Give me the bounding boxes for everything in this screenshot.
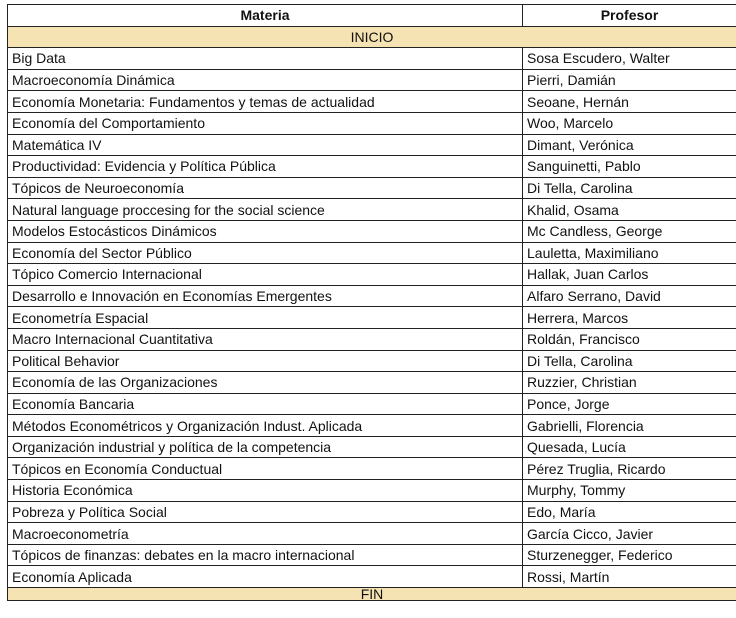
table-row — [8, 134, 736, 156]
subject-cell: Natural language proccesing for the social science — [8, 199, 523, 221]
start-band-row — [8, 26, 736, 48]
table-row — [8, 91, 736, 113]
subject-cell: Métodos Econométricos y Organización Indust. Aplicada — [8, 415, 523, 437]
subject-cell: Economía de las Organizaciones — [8, 372, 523, 394]
subject-cell: Econometría Espacial — [8, 307, 523, 329]
table-row — [8, 199, 736, 221]
header-subject: Materia — [8, 5, 523, 27]
subject-cell: Modelos Estocásticos Dinámicos — [8, 220, 523, 242]
table-row — [8, 285, 736, 307]
subject-cell: Economía del Sector Público — [8, 242, 523, 264]
subject-cell: Desarrollo e Innovación en Economías Emergentes — [8, 285, 523, 307]
end-band-row — [8, 588, 736, 601]
subject-cell: Political Behavior — [8, 350, 523, 372]
table-row — [8, 372, 736, 394]
professor-cell: Khalid, Osama — [523, 199, 736, 221]
table-row — [8, 48, 736, 70]
table-row — [8, 177, 736, 199]
table-row — [8, 544, 736, 566]
subject-cell: Economía Bancaria — [8, 393, 523, 415]
table-row — [8, 156, 736, 178]
subject-cell: Tópicos en Economía Conductual — [8, 458, 523, 480]
subject-cell: Tópicos de Neuroeconomía — [8, 177, 523, 199]
table-row — [8, 242, 736, 264]
professor-cell: Murphy, Tommy — [523, 480, 736, 502]
table-row — [8, 112, 736, 134]
professor-cell: Ruzzier, Christian — [523, 372, 736, 394]
subject-cell: Big Data — [8, 48, 523, 70]
subject-cell: Economía del Comportamiento — [8, 112, 523, 134]
professor-cell: Alfaro Serrano, David — [523, 285, 736, 307]
table-row — [8, 220, 736, 242]
professor-cell: Sturzenegger, Federico — [523, 544, 736, 566]
professor-cell: Herrera, Marcos — [523, 307, 736, 329]
professor-cell: Roldán, Francisco — [523, 328, 736, 350]
end-band-label: FIN — [8, 588, 736, 601]
subject-cell: Economía Aplicada — [8, 566, 523, 588]
start-band-label: INICIO — [8, 26, 736, 48]
table-row — [8, 458, 736, 480]
professor-cell: Hallak, Juan Carlos — [523, 264, 736, 286]
professor-cell: Sosa Escudero, Walter — [523, 48, 736, 70]
professor-cell: Sanguinetti, Pablo — [523, 156, 736, 178]
subject-cell: Economía Monetaria: Fundamentos y temas de actualidad — [8, 91, 523, 113]
subject-cell: Macro Internacional Cuantitativa — [8, 328, 523, 350]
table-row — [8, 264, 736, 286]
subject-cell: Matemática IV — [8, 134, 523, 156]
subject-cell: Tópico Comercio Internacional — [8, 264, 523, 286]
header-professor: Profesor — [523, 5, 736, 27]
header-row — [8, 5, 736, 27]
subject-cell: Organización industrial y política de la competencia — [8, 436, 523, 458]
professor-cell: Di Tella, Carolina — [523, 350, 736, 372]
professor-cell: Mc Candless, George — [523, 220, 736, 242]
professor-cell: Quesada, Lucía — [523, 436, 736, 458]
table-row — [8, 480, 736, 502]
professor-cell: García Cicco, Javier — [523, 523, 736, 545]
course-schedule-table — [7, 4, 736, 601]
table-row — [8, 69, 736, 91]
professor-cell: Ponce, Jorge — [523, 393, 736, 415]
table-row — [8, 436, 736, 458]
subject-cell: Macroeconomía Dinámica — [8, 69, 523, 91]
subject-cell: Macroeconometría — [8, 523, 523, 545]
table-row — [8, 393, 736, 415]
professor-cell: Pierri, Damián — [523, 69, 736, 91]
professor-cell: Dimant, Verónica — [523, 134, 736, 156]
professor-cell: Rossi, Martín — [523, 566, 736, 588]
professor-cell: Seoane, Hernán — [523, 91, 736, 113]
table-row — [8, 307, 736, 329]
subject-cell: Productividad: Evidencia y Política Pública — [8, 156, 523, 178]
professor-cell: Lauletta, Maximiliano — [523, 242, 736, 264]
professor-cell: Edo, María — [523, 501, 736, 523]
table-row — [8, 566, 736, 588]
professor-cell: Gabrielli, Florencia — [523, 415, 736, 437]
professor-cell: Woo, Marcelo — [523, 112, 736, 134]
professor-cell: Pérez Truglia, Ricardo — [523, 458, 736, 480]
table-row — [8, 415, 736, 437]
table-row — [8, 523, 736, 545]
table-row — [8, 328, 736, 350]
subject-cell: Pobreza y Política Social — [8, 501, 523, 523]
professor-cell: Di Tella, Carolina — [523, 177, 736, 199]
table-row — [8, 350, 736, 372]
subject-cell: Historia Económica — [8, 480, 523, 502]
subject-cell: Tópicos de finanzas: debates en la macro internacional — [8, 544, 523, 566]
table-row — [8, 501, 736, 523]
